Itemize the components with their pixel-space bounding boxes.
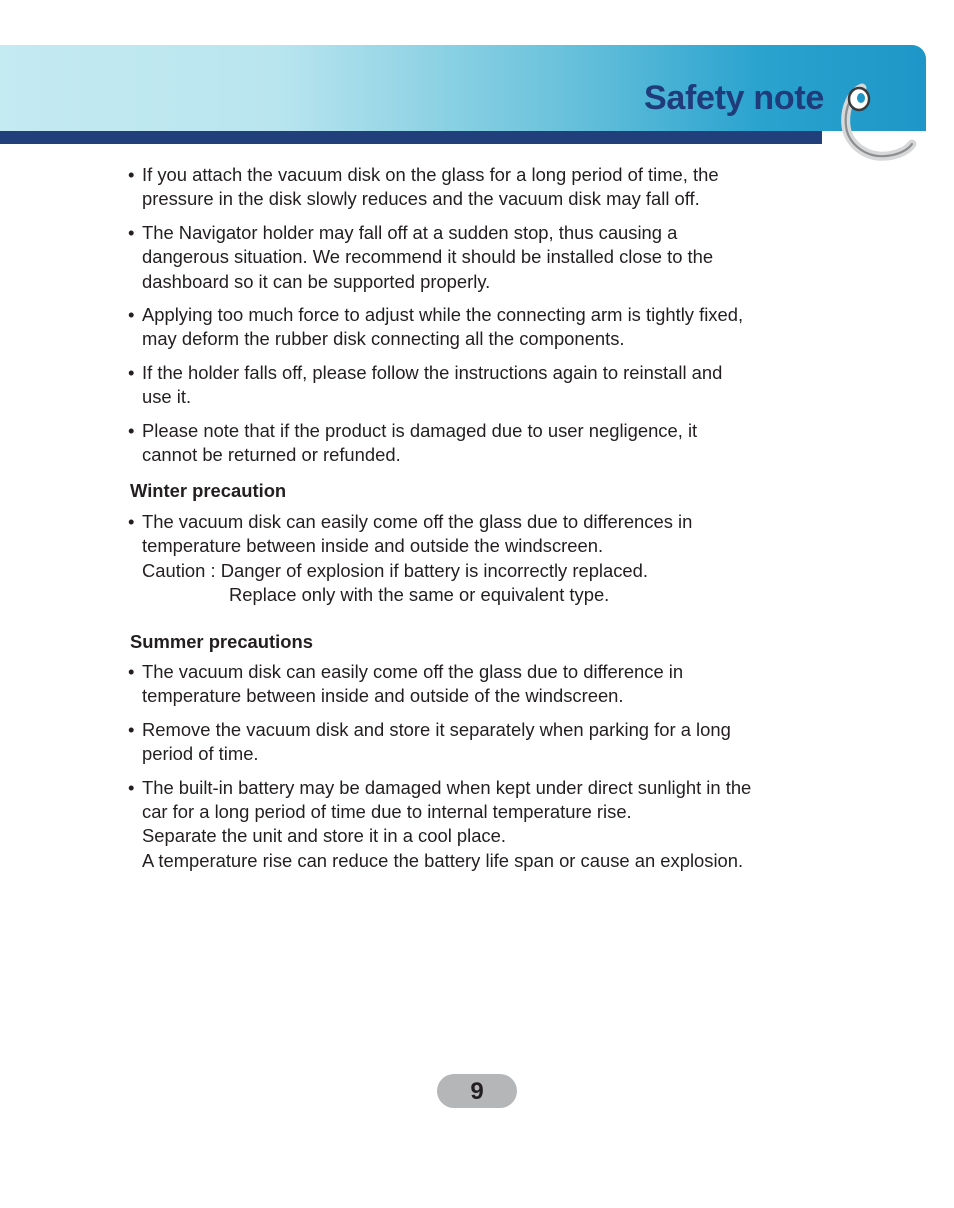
bullet-text: The vacuum disk can easily come off the glass due to difference in temperature between inside and outside of the windscreen. xyxy=(142,660,684,707)
summer-heading: Summer precautions xyxy=(130,630,313,652)
bullet-dot: • xyxy=(128,221,135,243)
bullet-text: The built-in battery may be damaged when kept under direct sunlight in the car for a long period of time due to internal temperature rise. xyxy=(142,776,752,822)
bullet-text: If you attach the vacuum disk on the glass for a long period of time, the pressure in the disk slowly reduces and the vacuum disk may fall off. xyxy=(142,164,719,210)
bullet-text: The vacuum disk can easily come off the glass due to differences in temperature between inside and outside the windscreen. xyxy=(142,510,693,557)
list-item xyxy=(128,660,753,709)
bullet-dot: • xyxy=(128,718,135,740)
page-number: 9 xyxy=(437,1074,517,1108)
bullet-text: A temperature rise can reduce the battery life span or cause an explosion. xyxy=(142,849,744,871)
list-item xyxy=(128,303,753,352)
content xyxy=(128,163,753,882)
bullet-dot: • xyxy=(128,164,135,185)
page-title: Safety note xyxy=(644,79,824,117)
bullet-text: Please note that if the product is damaged due to user negligence, it cannot be returned or refunded. xyxy=(142,419,698,466)
list-item xyxy=(128,419,753,468)
list-item xyxy=(128,718,753,767)
bullet-text: Remove the vacuum disk and store it separately when parking for a long period of time. xyxy=(142,718,731,765)
winter-heading: Winter precaution xyxy=(130,480,287,502)
bullet-text: The Navigator holder may fall off at a sudden stop, thus causing a dangerous situation. We recommend it should be installed close to the dashboard so it can be supported properly. xyxy=(142,221,714,292)
bullet-text: Applying too much force to adjust while the connecting arm is tightly fixed, may deform the rubber disk connecting all the components. xyxy=(142,304,744,350)
list-item xyxy=(128,361,753,410)
bullet-dot: • xyxy=(128,660,135,682)
bullet-dot: • xyxy=(128,304,135,326)
bullet-text: If the holder falls off, please follow the instructions again to reinstall and use it. xyxy=(142,361,723,408)
list-item xyxy=(128,163,753,212)
caution-line: Caution : Danger of explosion if battery is incorrectly replaced. xyxy=(142,559,648,581)
bullet-dot: • xyxy=(128,510,135,532)
caution-line: Replace only with the same or equivalent type. xyxy=(229,584,610,606)
bullet-text: Separate the unit and store it in a cool place. xyxy=(142,825,506,847)
list-item xyxy=(128,776,753,874)
header-underline xyxy=(0,131,822,144)
paper-clip-icon xyxy=(832,78,922,164)
bullet-dot: • xyxy=(128,419,135,441)
list-item xyxy=(128,510,753,608)
bullet-dot: • xyxy=(128,776,135,798)
list-item xyxy=(128,221,753,294)
bullet-dot: • xyxy=(128,361,135,383)
